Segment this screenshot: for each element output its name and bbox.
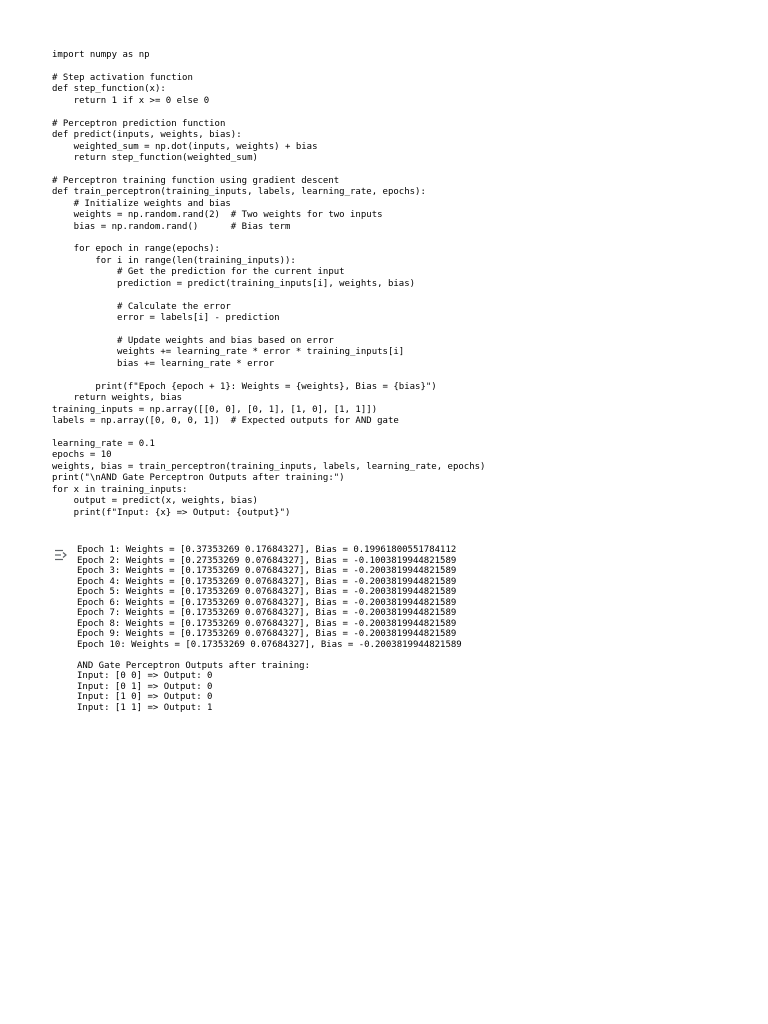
- code-line: for x in training_inputs:: [52, 484, 188, 495]
- code-line: training_inputs = np.array([[0, 0], [0, 1], [1, 0], [1, 1]]): [52, 404, 378, 415]
- code-line: return step_function(weighted_sum): [52, 152, 258, 163]
- output-line: Epoch 7: Weights = [0.17353269 0.07684327], Bias = -0.2003819944821589: [77, 608, 457, 618]
- code-line: weighted_sum = np.dot(inputs, weights) + bias: [52, 141, 318, 152]
- code-line: epochs = 10: [52, 450, 112, 461]
- code-line: print("\nAND Gate Perceptron Outputs after training:"): [52, 473, 345, 484]
- code-line: for epoch in range(epochs):: [52, 244, 220, 255]
- code-line: [52, 370, 752, 381]
- output-line: Input: [0 1] => Output: 0: [77, 681, 213, 692]
- code-line: prediction = predict(training_inputs[i], weights, bias): [52, 278, 416, 289]
- output-line: Epoch 8: Weights = [0.17353269 0.07684327], Bias = -0.2003819944821589: [77, 618, 457, 629]
- code-line: return weights, bias: [52, 393, 183, 404]
- code-line: # Perceptron prediction function: [52, 118, 226, 129]
- output-line: Epoch 2: Weights = [0.27353269 0.07684327], Bias = -0.1003819944821589: [77, 555, 457, 566]
- code-line: # Step activation function: [52, 72, 193, 83]
- code-line: return 1 if x >= 0 else 0: [52, 95, 210, 106]
- output-line: Input: [0 0] => Output: 0: [77, 671, 213, 681]
- code-line: [52, 164, 752, 175]
- code-line: output = predict(x, weights, bias): [52, 496, 258, 507]
- output-line: [77, 650, 462, 661]
- output-line: Epoch 5: Weights = [0.17353269 0.07684327], Bias = -0.2003819944821589: [77, 587, 457, 597]
- code-line: def step_function(x):: [52, 84, 166, 95]
- code-line: labels = np.array([0, 0, 0, 1]) # Expected outputs for AND gate: [52, 416, 399, 426]
- code-line: [52, 233, 752, 244]
- output-line: Epoch 9: Weights = [0.17353269 0.07684327], Bias = -0.2003819944821589: [77, 629, 457, 639]
- code-line: def train_perceptron(training_inputs, labels, learning_rate, epochs):: [52, 187, 426, 198]
- code-line: def predict(inputs, weights, bias):: [52, 130, 242, 141]
- code-line: [52, 427, 752, 438]
- code-line: [52, 61, 752, 72]
- output-line: Epoch 6: Weights = [0.17353269 0.07684327], Bias = -0.2003819944821589: [77, 597, 457, 608]
- output-line: Input: [1 1] => Output: 1: [77, 702, 213, 713]
- code-line: weights = np.random.rand(2) # Two weights for two inputs: [52, 210, 383, 221]
- code-line: [52, 290, 752, 301]
- output-toggle-icon[interactable]: [54, 546, 68, 558]
- output-line: Epoch 4: Weights = [0.17353269 0.07684327], Bias = -0.2003819944821589: [77, 576, 457, 587]
- code-line: # Update weights and bias based on error: [52, 335, 334, 346]
- code-line: import numpy as np: [52, 50, 150, 60]
- output-text: [77, 545, 462, 713]
- code-line: # Initialize weights and bias: [52, 198, 231, 209]
- code-line: print(f"Input: {x} => Output: {output}"): [52, 507, 291, 518]
- code-line: bias = np.random.rand() # Bias term: [52, 221, 291, 232]
- code-line: [52, 325, 752, 336]
- code-cell[interactable]: [52, 50, 752, 519]
- code-line: # Get the prediction for the current input: [52, 267, 345, 278]
- code-line: weights += learning_rate * error * training_inputs[i]: [52, 347, 405, 358]
- code-line: bias += learning_rate * error: [52, 358, 275, 369]
- code-line: learning_rate = 0.1: [52, 438, 155, 449]
- code-line: # Perceptron training function using gradient descent: [52, 175, 340, 186]
- code-line: error = labels[i] - prediction: [52, 313, 280, 324]
- code-line: [52, 107, 752, 118]
- output-line: Input: [1 0] => Output: 0: [77, 692, 213, 702]
- code-line: weights, bias = train_perceptron(training_inputs, labels, learning_rate, epochs): [52, 461, 486, 472]
- code-line: for i in range(len(training_inputs)):: [52, 255, 296, 266]
- output-line: AND Gate Perceptron Outputs after training:: [77, 660, 310, 671]
- code-line: print(f"Epoch {epoch + 1}: Weights = {weights}, Bias = {bias}"): [52, 381, 437, 392]
- output-line: Epoch 1: Weights = [0.37353269 0.17684327], Bias = 0.19961800551784112: [77, 545, 457, 555]
- output-line: Epoch 3: Weights = [0.17353269 0.07684327], Bias = -0.2003819944821589: [77, 566, 457, 576]
- output-line: Epoch 10: Weights = [0.17353269 0.07684327], Bias = -0.2003819944821589: [77, 639, 462, 650]
- code-line: # Calculate the error: [52, 301, 231, 312]
